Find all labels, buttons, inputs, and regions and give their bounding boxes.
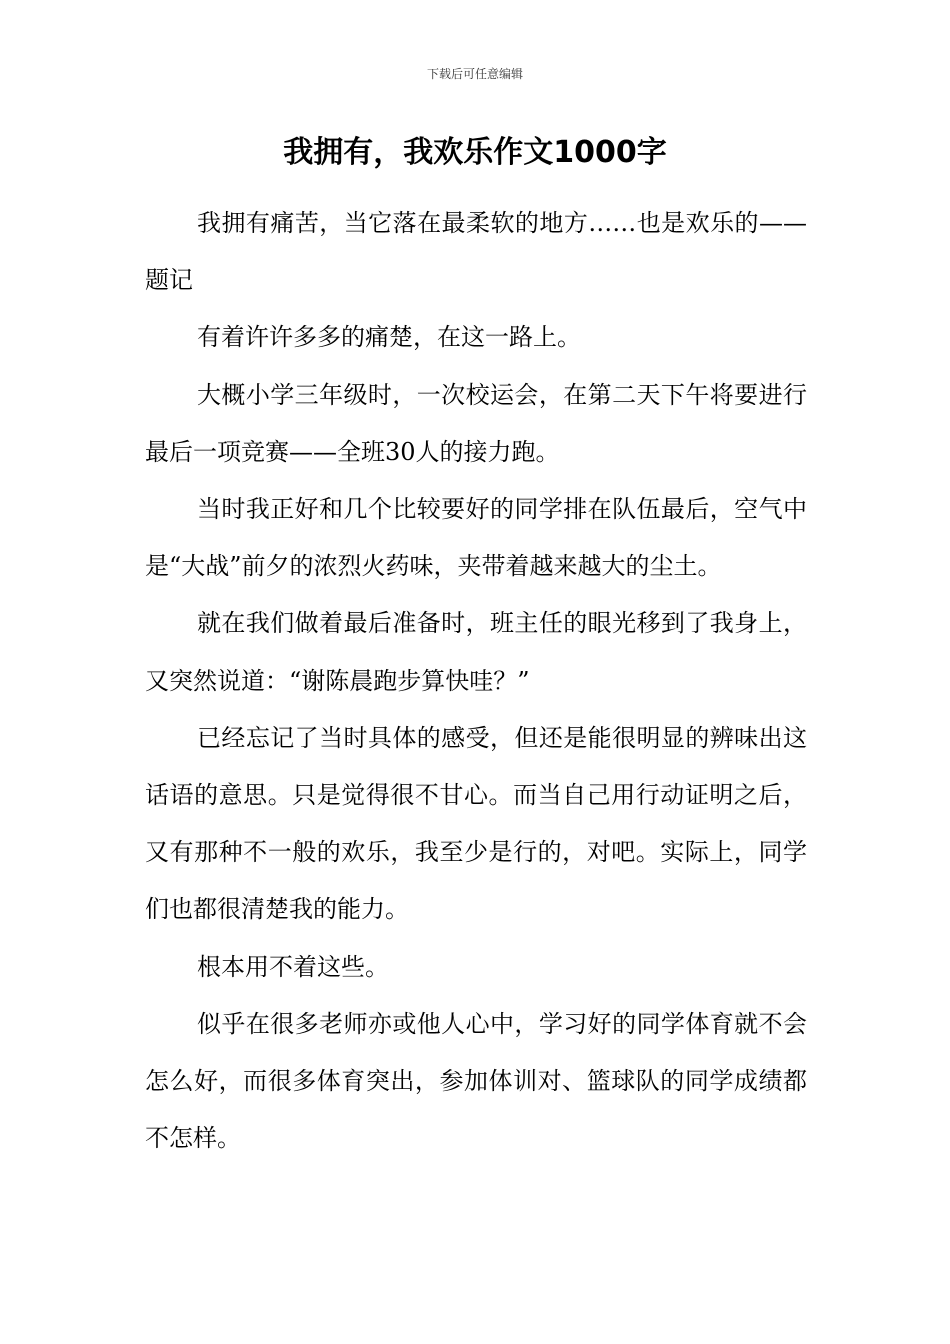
paragraph: 当时我正好和几个比较要好的同学排在队伍最后，空气中是“大战”前夕的浓烈火药味，夹带着越来越大的尘土。 — [145, 495, 807, 581]
document-title: 我拥有，我欢乐作文1000字 — [283, 135, 667, 170]
paragraph: 有着许许多多的痛楚，在这一路上。 — [197, 323, 581, 352]
paragraph: 似乎在很多老师亦或他人心中，学习好的同学体育就不会怎么好，而很多体育突出，参加体训对、篮球队的同学成绩都不怎样。 — [145, 1009, 807, 1153]
paragraph: 大概小学三年级时，一次校运会，在第二天下午将要进行最后一项竞赛——全班30人的接力跑。 — [145, 380, 807, 466]
paragraph: 根本用不着这些。 — [197, 952, 389, 981]
document-body — [145, 195, 807, 1167]
paragraph: 就在我们做着最后准备时，班主任的眼光移到了我身上，又突然说道：“谢陈晨跑步算快哇？” — [145, 609, 807, 695]
paragraph: 我拥有痛苦，当它落在最柔软的地方……也是欢乐的——题记 — [145, 209, 807, 295]
paragraph: 已经忘记了当时具体的感受，但还是能很明显的辨味出这话语的意思。只是觉得很不甘心。而当自己用行动证明之后，又有那种不一般的欢乐，我至少是行的，对吧。实际上，同学们也都很清楚我的能力。 — [145, 723, 807, 924]
header-note: 下载后可任意编辑 — [426, 67, 523, 81]
